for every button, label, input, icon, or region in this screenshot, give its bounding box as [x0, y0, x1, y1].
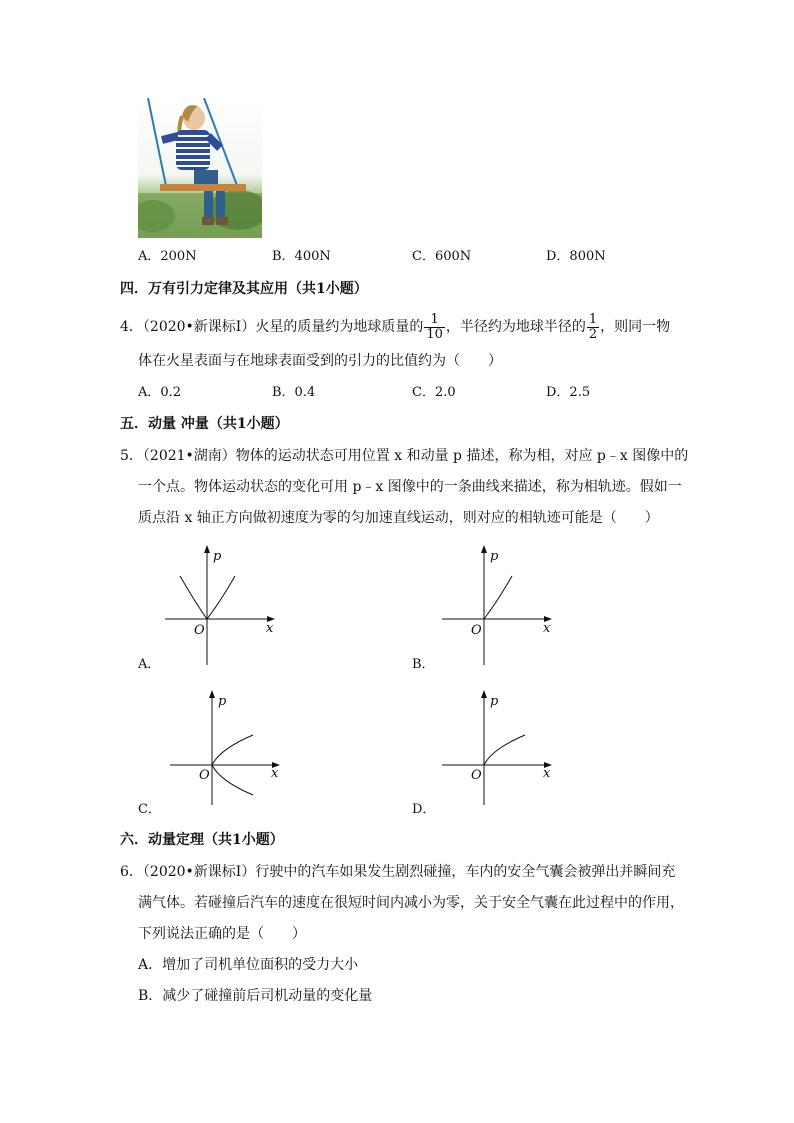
axis-label-p: p — [213, 549, 222, 564]
option-a: A．增加了司机单位面积的受力大小 — [138, 957, 359, 973]
option-b: B．减少了碰撞前后司机动量的变化量 — [138, 988, 373, 1004]
question-text-line1: 6．（2020•新课标Ⅰ）行驶中的汽车如果发生剧烈碰撞，车内的安全气囊会被弹出并瞬间充 — [120, 864, 676, 880]
fraction-numerator: 1 — [588, 311, 598, 327]
option-b: B． — [412, 657, 435, 672]
option-a: A． — [138, 657, 161, 672]
graph-a — [160, 540, 280, 670]
axis-label-x: x — [271, 766, 279, 781]
origin-label: O — [199, 768, 210, 783]
option-b: B．0.4 — [272, 385, 316, 400]
section-heading: 五．动量 冲量（共1小题） — [120, 416, 289, 432]
option-c: C．600N — [412, 249, 472, 264]
origin-label: O — [194, 623, 205, 638]
option-d: D．800N — [546, 249, 606, 264]
axis-label-p: p — [218, 694, 227, 709]
swing-photo — [138, 98, 262, 238]
axis-label-x: x — [266, 621, 274, 636]
origin-label: O — [471, 623, 482, 638]
fraction-denominator: 2 — [588, 326, 598, 342]
section-heading: 六．动量定理（共1小题） — [120, 832, 284, 848]
q4-text-part3: ，则同一物 — [600, 319, 671, 335]
origin-label: O — [471, 768, 482, 783]
question-text — [120, 312, 670, 342]
fraction-one-half — [587, 313, 599, 342]
option-a: A．200N — [138, 249, 197, 264]
graph-d — [437, 685, 557, 810]
axis-label-x: x — [543, 621, 551, 636]
axis-label-p: p — [490, 549, 499, 564]
graph-c — [165, 685, 285, 810]
fraction-numerator: 1 — [424, 313, 445, 328]
option-c: C．2.0 — [412, 385, 456, 400]
option-a: A．0.2 — [138, 385, 182, 400]
axis-label-x: x — [543, 766, 551, 781]
question-text-line3: 质点沿 x 轴正方向做初速度为零的匀加速直线运动，则对应的相轨迹可能是（ ） — [138, 510, 659, 526]
graph-b — [437, 540, 557, 670]
fraction-denominator: 10 — [426, 326, 443, 342]
option-b: B．400N — [272, 249, 331, 264]
option-d: D． — [412, 802, 436, 817]
question-text-line1: 5．（2021•湖南）物体的运动状态可用位置 x 和动量 p 描述，称为相，对应 p﹣x 图像中的 — [120, 448, 689, 464]
question-text-line2: 体在火星表面与在地球表面受到的引力的比值约为（ ） — [138, 353, 502, 369]
option-d: D．2.5 — [546, 385, 591, 400]
section-heading: 四．万有引力定律及其应用（共1小题） — [120, 281, 368, 297]
fraction-one-tenth — [424, 313, 445, 342]
axis-label-p: p — [490, 694, 499, 709]
question-text-line3: 下列说法正确的是（ ） — [138, 926, 306, 942]
q4-text-part1: 4．（2020•新课标Ⅰ）火星的质量约为地球质量的 — [120, 319, 424, 335]
q4-text-part2: ，半径约为地球半径的 — [445, 319, 586, 335]
question-text-line2: 满气体。若碰撞后汽车的速度在很短时间内减小为零，关于安全气囊在此过程中的作用， — [138, 895, 684, 911]
question-text-line2: 一个点。物体运动状态的变化可用 p﹣x 图像中的一条曲线来描述，称为相轨迹。假如一 — [138, 479, 682, 495]
option-c: C． — [138, 802, 161, 817]
